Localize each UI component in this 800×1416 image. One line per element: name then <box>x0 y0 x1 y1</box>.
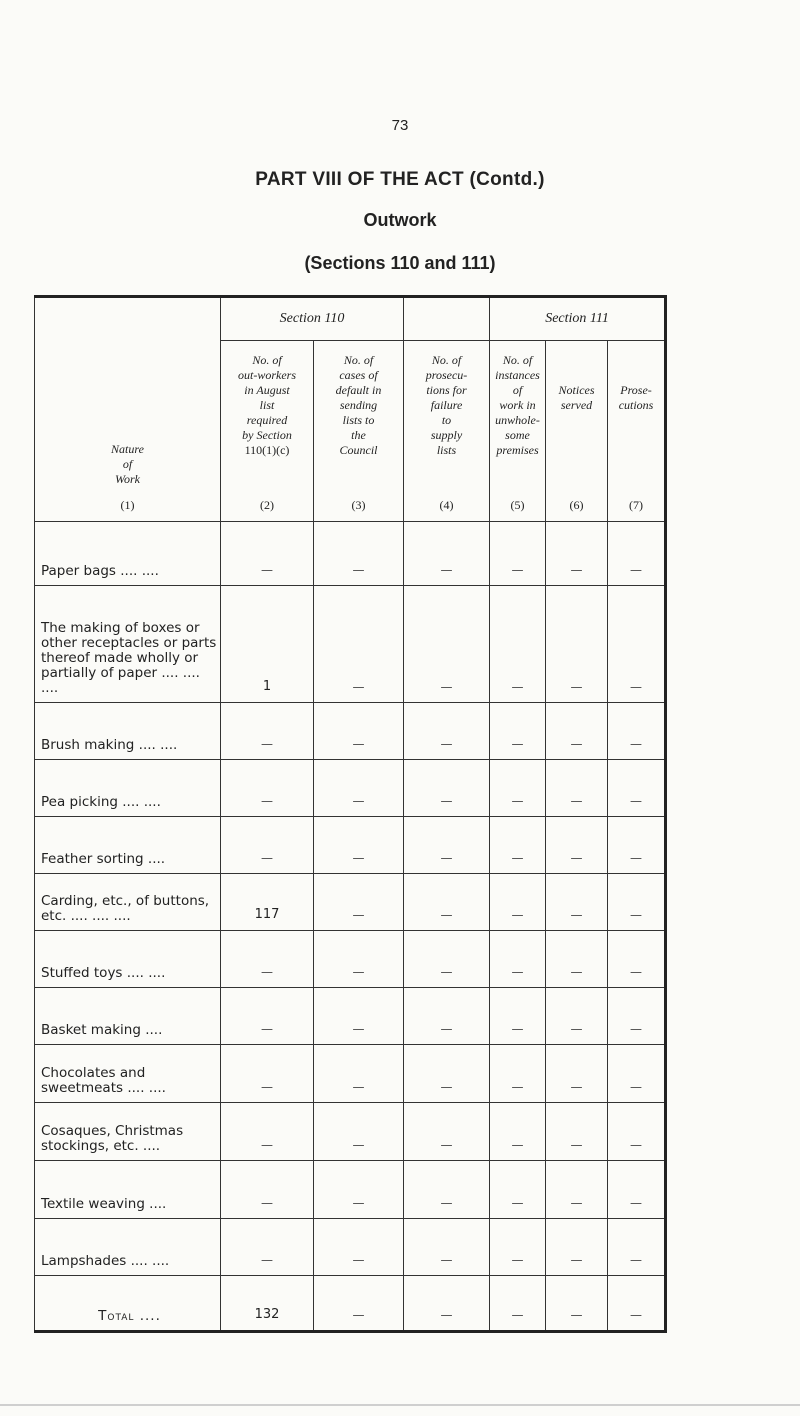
column-header-cases-of-default: No. of cases of default in sending lists to the Council (3) <box>314 341 404 522</box>
work-type-cell: Basket making .... <box>35 988 221 1045</box>
value-cell: — <box>490 703 546 760</box>
table-row <box>35 988 666 1045</box>
value-cell: — <box>221 1219 314 1276</box>
value-cell: 1 <box>221 586 314 703</box>
value-cell: — <box>404 1045 490 1103</box>
value-cell: — <box>404 703 490 760</box>
value-cell: — <box>404 1161 490 1219</box>
section-spacer <box>404 297 490 341</box>
value-cell: — <box>608 874 666 931</box>
work-type-cell: Lampshades .... .... <box>35 1219 221 1276</box>
value-cell: — <box>608 586 666 703</box>
value-cell: — <box>221 522 314 586</box>
value-cell: — <box>608 1161 666 1219</box>
total-row <box>35 1276 666 1332</box>
value-cell: — <box>404 1103 490 1161</box>
value-cell: — <box>221 817 314 874</box>
value-cell: — <box>221 1161 314 1219</box>
value-cell: — <box>490 874 546 931</box>
page-subtitle: Outwork <box>363 210 437 230</box>
column-header-notices-served: Notices served (6) <box>546 341 608 522</box>
value-cell: — <box>546 874 608 931</box>
value-cell: — <box>546 817 608 874</box>
table-row <box>35 1219 666 1276</box>
value-cell: — <box>314 1219 404 1276</box>
value-cell: — <box>490 1103 546 1161</box>
value-cell: — <box>546 1045 608 1103</box>
value-cell: — <box>608 931 666 988</box>
value-cell: — <box>608 1103 666 1161</box>
value-cell: — <box>546 988 608 1045</box>
value-cell: — <box>221 988 314 1045</box>
value-cell: — <box>404 1219 490 1276</box>
value-cell: — <box>608 1219 666 1276</box>
value-cell: — <box>546 1276 608 1332</box>
value-cell: — <box>221 703 314 760</box>
work-type-cell: Pea picking .... .... <box>35 760 221 817</box>
column-header-out-workers: No. of out-workers in August list required by Section 110(1)(c) (2) <box>221 341 314 522</box>
value-cell: — <box>221 1103 314 1161</box>
table-row <box>35 1103 666 1161</box>
value-cell: — <box>546 931 608 988</box>
sections-reference: (Sections 110 and 111) <box>304 253 496 273</box>
value-cell: — <box>490 586 546 703</box>
value-cell: — <box>404 874 490 931</box>
total-label: Total .... <box>35 1276 221 1332</box>
value-cell: — <box>608 817 666 874</box>
value-cell: — <box>490 1219 546 1276</box>
value-cell: — <box>490 522 546 586</box>
table-row <box>35 522 666 586</box>
outwork-table <box>34 295 667 1333</box>
value-cell: — <box>404 1276 490 1332</box>
value-cell: — <box>314 817 404 874</box>
value-cell: — <box>404 817 490 874</box>
value-cell: — <box>608 1045 666 1103</box>
work-type-cell: Cosaques, Christmas stockings, etc. .... <box>35 1103 221 1161</box>
section-111-header: Section 111 <box>490 297 666 341</box>
work-type-cell: Chocolates and sweetmeats .... .... <box>35 1045 221 1103</box>
column-header-unwholesome-premises: No. of instances of work in unwhole- some premises (5) <box>490 341 546 522</box>
value-cell: — <box>608 988 666 1045</box>
value-cell: — <box>404 931 490 988</box>
table-row <box>35 874 666 931</box>
value-cell: — <box>546 1103 608 1161</box>
value-cell: — <box>608 703 666 760</box>
value-cell: — <box>404 760 490 817</box>
value-cell: — <box>404 522 490 586</box>
table-row <box>35 760 666 817</box>
value-cell: — <box>490 988 546 1045</box>
section-110-header: Section 110 <box>221 297 404 341</box>
table-row <box>35 586 666 703</box>
work-type-cell: Brush making .... .... <box>35 703 221 760</box>
work-type-cell: Stuffed toys .... .... <box>35 931 221 988</box>
value-cell: — <box>221 760 314 817</box>
page-edge-line <box>0 1404 800 1406</box>
table-row <box>35 931 666 988</box>
value-cell: 117 <box>221 874 314 931</box>
work-type-cell: Paper bags .... .... <box>35 522 221 586</box>
value-cell: — <box>546 586 608 703</box>
value-cell: — <box>314 1161 404 1219</box>
value-cell: — <box>608 1276 666 1332</box>
value-cell: — <box>221 1045 314 1103</box>
value-cell: — <box>490 817 546 874</box>
value-cell: — <box>490 1276 546 1332</box>
value-cell: — <box>490 760 546 817</box>
page-title: PART VIII OF THE ACT (Contd.) <box>255 169 545 190</box>
table-row <box>35 817 666 874</box>
value-cell: — <box>221 931 314 988</box>
table-row <box>35 1045 666 1103</box>
value-cell: — <box>546 760 608 817</box>
column-header-prosecutions-lists: No. of prosecu- tions for failure to supply lists (4) <box>404 341 490 522</box>
value-cell: — <box>314 1045 404 1103</box>
value-cell: — <box>546 703 608 760</box>
value-cell: — <box>314 931 404 988</box>
work-type-cell: The making of boxes or other receptacles or parts thereof made wholly or partially of paper .... .... .... <box>35 586 221 703</box>
value-cell: — <box>314 522 404 586</box>
column-header-prosecutions: Prose- cutions (7) <box>608 341 666 522</box>
value-cell: — <box>490 931 546 988</box>
value-cell: — <box>490 1045 546 1103</box>
value-cell: — <box>314 586 404 703</box>
value-cell: 132 <box>221 1276 314 1332</box>
value-cell: — <box>314 874 404 931</box>
table-row <box>35 703 666 760</box>
value-cell: — <box>608 522 666 586</box>
value-cell: — <box>546 522 608 586</box>
value-cell: — <box>314 1276 404 1332</box>
value-cell: — <box>490 1161 546 1219</box>
page-number: 73 <box>391 117 409 134</box>
work-type-cell: Textile weaving .... <box>35 1161 221 1219</box>
value-cell: — <box>546 1219 608 1276</box>
value-cell: — <box>546 1161 608 1219</box>
value-cell: — <box>314 760 404 817</box>
value-cell: — <box>608 760 666 817</box>
table-row <box>35 1161 666 1219</box>
column-header-nature-of-work: Nature of Work (1) <box>35 297 221 522</box>
value-cell: — <box>404 586 490 703</box>
value-cell: — <box>314 1103 404 1161</box>
value-cell: — <box>314 988 404 1045</box>
work-type-cell: Carding, etc., of buttons, etc. .... .... .... <box>35 874 221 931</box>
value-cell: — <box>314 703 404 760</box>
value-cell: — <box>404 988 490 1045</box>
work-type-cell: Feather sorting .... <box>35 817 221 874</box>
